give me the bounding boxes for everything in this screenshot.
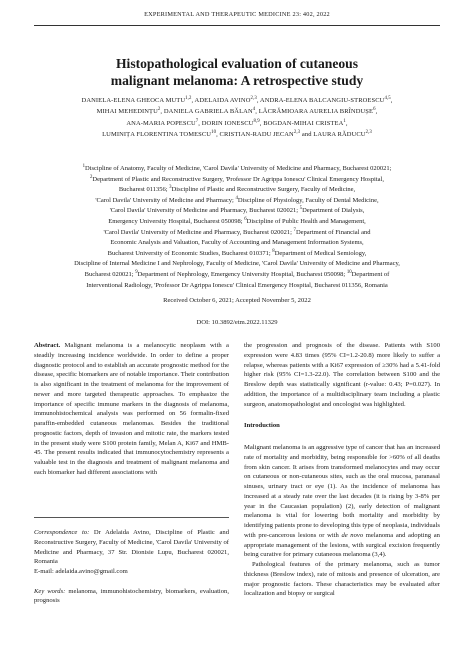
abstract-continued: the progression and prognosis of the disease. Patients with S100 expression were 4.83 times (95% CI=1.2-20.8) more likely to suffer a relapse, whereas patients with a Ki67 expression of ≥30% had a 5.41-fold higher risk (95% CI=1.3-22.0). The correlation between S100 and the Breslow depth was statistically significant (r-value: 0.43; P=0.027). In addition, the importance of a multidisciplinary team including a plastic surgeon, anatomopathologist and oncologist was highlighted. [244,342,440,408]
affiliation-line: Bucharest University of Economic Studies, Bucharest 010371; $^8$Department of Medical Semiology, [107,248,367,257]
author: ADELAIDA AVINO$^{2,3}$, [194,95,260,104]
author-list [34,95,440,140]
affiliation-line: Bucharest 011356; $^3$Discipline of Plastic and Reconstructive Surgery, Faculty of Medicine, [118,185,356,194]
author: ANA-MARIA POPESCU$^7$, [126,118,202,127]
doi-link[interactable]: DOI: 10.3892/etm.2022.11329 [196,319,278,326]
affiliation-line: 'Carol Davila' University of Medicine and Pharmacy, Bucharest 020021; $^5$Department of Dialysis, [109,206,365,215]
keywords-label: Key words: [34,587,66,595]
affiliation-line: $^2$Department of Plastic and Reconstructive Surgery, 'Professor Dr Agrippa Ionescu' Clinical Emergency Hospital, [90,174,384,183]
keywords-text: melanoma, immunohistochemistry, biomarkers, evaluation, prognosis [34,587,229,605]
correspondence-email[interactable]: E-mail: adelaida.avino@gmail.com [34,568,128,575]
affiliation-line: Economic Analysis and Valuation, Faculty of Accounting and Management Information Systems, [110,239,364,247]
header-rule [34,25,440,26]
author: LAURA RĂDUCU$^{2,3}$ [313,129,372,138]
affiliation-line: Emergency University Hospital, Bucharest 050098; $^6$Discipline of Public Health and Management, [108,216,366,225]
author: LĂCRĂMIOARA AURELIA BRÎNDUȘE$^6$, [258,107,378,116]
correspondence-note [34,528,229,577]
keywords [34,580,229,613]
abstract-label: Abstract. [34,342,61,349]
title-line: malignant melanoma: A retrospective study [110,73,364,88]
intro-paragraph-2: Pathological features of the primary melanoma, such as tumor thickness (Breslow index), rate of mitosis and presence of ulceration, are major prognostic factors. These characteristics may be evaluated after localization and biopsy or surgical [244,561,440,598]
author: BOGDAN-MIHAI CRISTEA$^1$, [263,118,348,127]
affiliation-line: Interventional Radiology, 'Professor Dr Agrippa Ionescu' Clinical Emergency Hospital, Bucharest 011356, Romania [86,281,388,289]
author: DORIN IONESCU$^{8,9}$, [201,118,264,127]
author: MIHAI MEHEDINȚU$^2$, [96,107,164,116]
affiliations [34,164,440,291]
author: LUMINIȚA FLORENTINA TOMESCU$^{10}$, [102,129,220,138]
affiliation-line: $^1$Discipline of Anatomy, Faculty of Medicine, 'Carol Davila' University of Medicine and Pharmacy, Bucharest 020021; [82,163,392,172]
intro-paragraph-1: Malignant melanoma is an aggressive type of cancer that has an increased rate of mortality and morbidity, being responsible for >60% of all deaths from skin cancer. It arises from transformed melanocytes and may occur on cutaneous or non-cutaneous sites, such as the oral mucosa, paranasal sinuses, urinary tract or eye (1). As the incidence of melanoma has increased at a steady rate over the last decades (it is rising by 3-8% per year in the Caucasian population) (2), early detection of malignant melanoma is vital for lowering both mortality and morbidity by identifying patients prone to developing this type of neoplasia, individuals with pre-cancerous lesions or with de novo melanoma and adopting an appropriate management of the lesions, with surgical excision frequently being curative for primary cutaneous melanoma (3,4). [244,444,440,559]
correspondence-text: Dr Adelaida Avino, Discipline of Plastic and Reconstructive Surgery, Faculty of Medicine, 'Carol Davila' University of Medicine and Pharmacy, 37 Str. Dionisie Lupu, Bucharest 020021, Romania [34,529,230,566]
footnote-rule [34,517,229,518]
running-head: EXPERIMENTAL AND THERAPEUTIC MEDICINE 23: 402, 2022 [144,11,330,18]
affiliation-line: Discipline of Internal Medicine I and Nephrology, Faculty of Medicine, 'Carol Davila' University of Medicine and Pharmacy, [74,260,400,268]
left-column [34,341,229,478]
author: ANDRA-ELENA BALCANGIU-STROESCU$^{4,5}$, [259,95,393,104]
author: DANIELA GABRIELA BĂLAN$^4$, [163,107,259,116]
title-line: Histopathological evaluation of cutaneous [115,56,359,71]
affiliation-line: 'Carol Davila' University of Medicine and Pharmacy; $^4$Discipline of Physiology, Faculty of Dental Medicine, [95,195,379,204]
author: CRISTIAN-RADU JECAN$^{2,3}$ and [219,129,314,138]
received-accepted-dates: Received October 6, 2021; Accepted November 5, 2022 [163,297,311,304]
correspondence-label: Correspondence to: [34,529,90,536]
abstract [34,341,229,478]
affiliation-line: Bucharest 020021; $^9$Department of Nephrology, Emergency University Hospital, Bucharest 050098; $^{10}$Department of [84,269,390,278]
right-column [244,341,440,599]
author: DANIELA-ELENA GHEOCA MUTU$^{1,2}$, [81,95,195,104]
paper-title [40,55,434,89]
section-heading-introduction: Introduction [244,422,280,430]
affiliation-line: 'Carol Davila' University of Medicine and Pharmacy, Bucharest 020021; $^7$Department of Financial and [103,227,371,236]
abstract-text: Malignant melanoma is a melanocytic neoplasm with a steadily increasing incidence worldwide. In order to define a proper diagnostic protocol and to establish an accurate prognostic method for the disease, specific biomarkers are of notable importance. Their contribution is also significant in the treatment of melanoma for the improvement of newer and more targeted therapeutic approaches. To emphasize the importance of specific immune markers in the diagnosis of melanoma, immunohistochemical analysis was performed on 56 formalin-fixed paraffin-embedded cutaneous melanomas. Besides the traditional prognostic factors, depth of invasion and mitotic rate, the markers tested in the present study were S100 protein family, Melan A, Ki67 and HMB-45. The present results indicated that immunocytochemistry represents a valuable test in the diagnosis and treatment of malignant melanoma and each biomarker had different associations with [34,342,229,476]
